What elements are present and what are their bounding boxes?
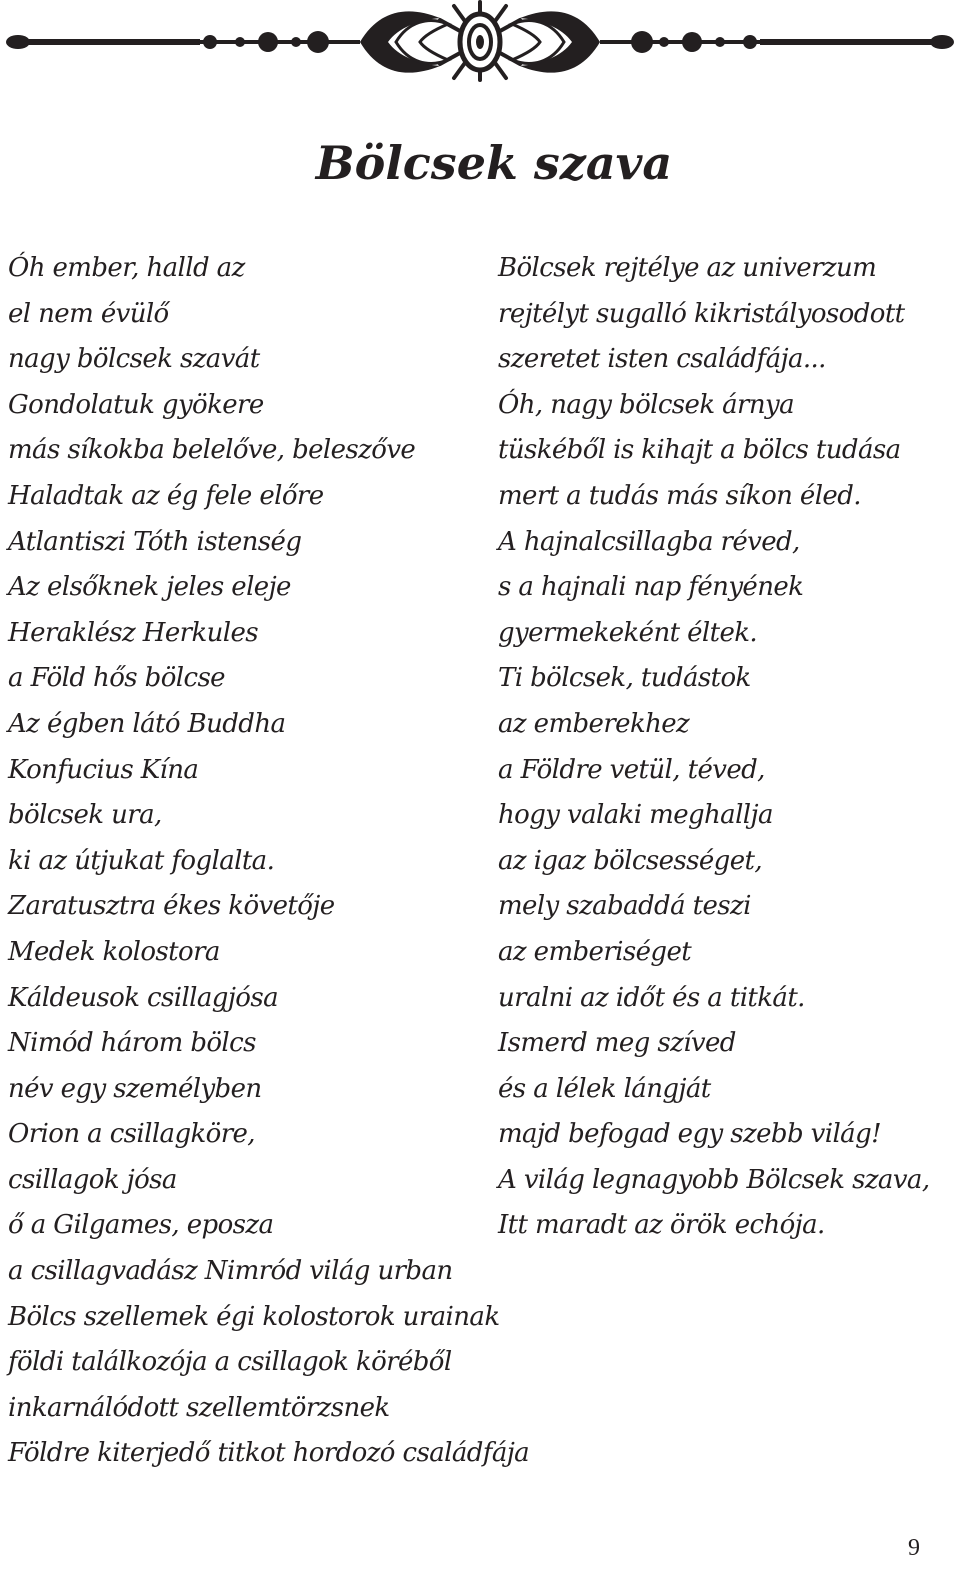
poem-line: Orion a csillagköre, (8, 1119, 255, 1150)
poem-line: Atlantiszi Tóth istenség (8, 526, 302, 557)
poem-line: Zaratusztra ékes követője (8, 891, 335, 922)
poem-line: más síkokba belelőve, beleszőve (8, 435, 416, 466)
poem-line: el nem évülő (8, 298, 169, 329)
poem-line: Óh ember, halld az (8, 253, 245, 283)
poem-line: Óh, nagy bölcsek árnya (498, 389, 795, 420)
poem-line: mely szabaddá teszi (498, 891, 751, 922)
poem-line: a Föld hős bölcse (8, 663, 225, 694)
poem-line: Konfucius Kína (8, 754, 199, 785)
poem-line: Bölcs szellemek égi kolostorok urainak (8, 1301, 500, 1332)
poem-line: a csillagvadász Nimród világ urban (8, 1256, 453, 1287)
page-number: 9 (908, 1535, 920, 1561)
poem-line: uralni az időt és a titkát. (498, 982, 805, 1013)
poem-line: s a hajnali nap fényének (498, 572, 804, 603)
poem-line: majd befogad egy szebb világ! (498, 1119, 881, 1150)
poem-line: bölcsek ura, (8, 800, 162, 831)
poem-line: Káldeusok csillagjósa (8, 982, 278, 1013)
poem-line: ki az útjukat foglalta. (8, 845, 275, 876)
poem-line: csillagok jósa (8, 1164, 177, 1195)
poem-line: Nimód három bölcs (8, 1028, 256, 1059)
poem-line: Bölcsek rejtélye az univerzum (498, 253, 877, 283)
poem-title: Bölcsek szava (315, 136, 673, 190)
poem-line: gyermekeként éltek. (498, 617, 758, 648)
poem-line: inkarnálódott szellemtörzsnek (8, 1392, 390, 1423)
poem-line: Itt maradt az örök echója. (498, 1210, 825, 1241)
poem-line: szeretet isten családfája... (498, 344, 826, 375)
poem-line: tüskéből is kihajt a bölcs tudása (498, 435, 901, 466)
poem-line: mert a tudás más síkon éled. (498, 480, 861, 511)
ornamental-divider-icon (0, 0, 960, 82)
poem-line: Ti bölcsek, tudástok (498, 663, 751, 694)
poem-line: Az elsőknek jeles eleje (8, 572, 291, 603)
poem-line: Az égben látó Buddha (8, 708, 286, 739)
poem-line: A világ legnagyobb Bölcsek szava, (498, 1164, 930, 1195)
poem-line: Gondolatuk gyökere (8, 389, 264, 420)
poem-left-column (8, 246, 529, 1477)
poem-line: Ismerd meg szíved (498, 1028, 736, 1059)
poem-line: az emberekhez (498, 708, 690, 739)
poem-line: a Földre vetül, téved, (498, 754, 765, 785)
poem-line: nagy bölcsek szavát (8, 344, 260, 375)
poem-right-column (498, 246, 929, 1249)
poem-line: és a lélek lángját (498, 1073, 711, 1104)
poem-line: az emberiséget (498, 936, 692, 967)
poem-line: Földre kiterjedő titkot hordozó családfája (8, 1438, 530, 1469)
poem-line: az igaz bölcsességet, (498, 845, 763, 876)
poem-line: Medek kolostora (8, 936, 220, 967)
poem-line: Haladtak az ég fele előre (8, 480, 324, 511)
poem-line: földi találkozója a csillagok köréből (8, 1347, 452, 1378)
poem-line: Heraklész Herkules (8, 617, 258, 648)
poem-line: név egy személyben (8, 1073, 262, 1104)
poem-line: hogy valaki meghallja (498, 800, 773, 831)
poem-line: ő a Gilgames, eposza (8, 1210, 274, 1241)
poem-line: rejtélyt sugalló kikristályosodott (498, 298, 905, 329)
poem-line: A hajnalcsillagba réved, (498, 526, 800, 557)
